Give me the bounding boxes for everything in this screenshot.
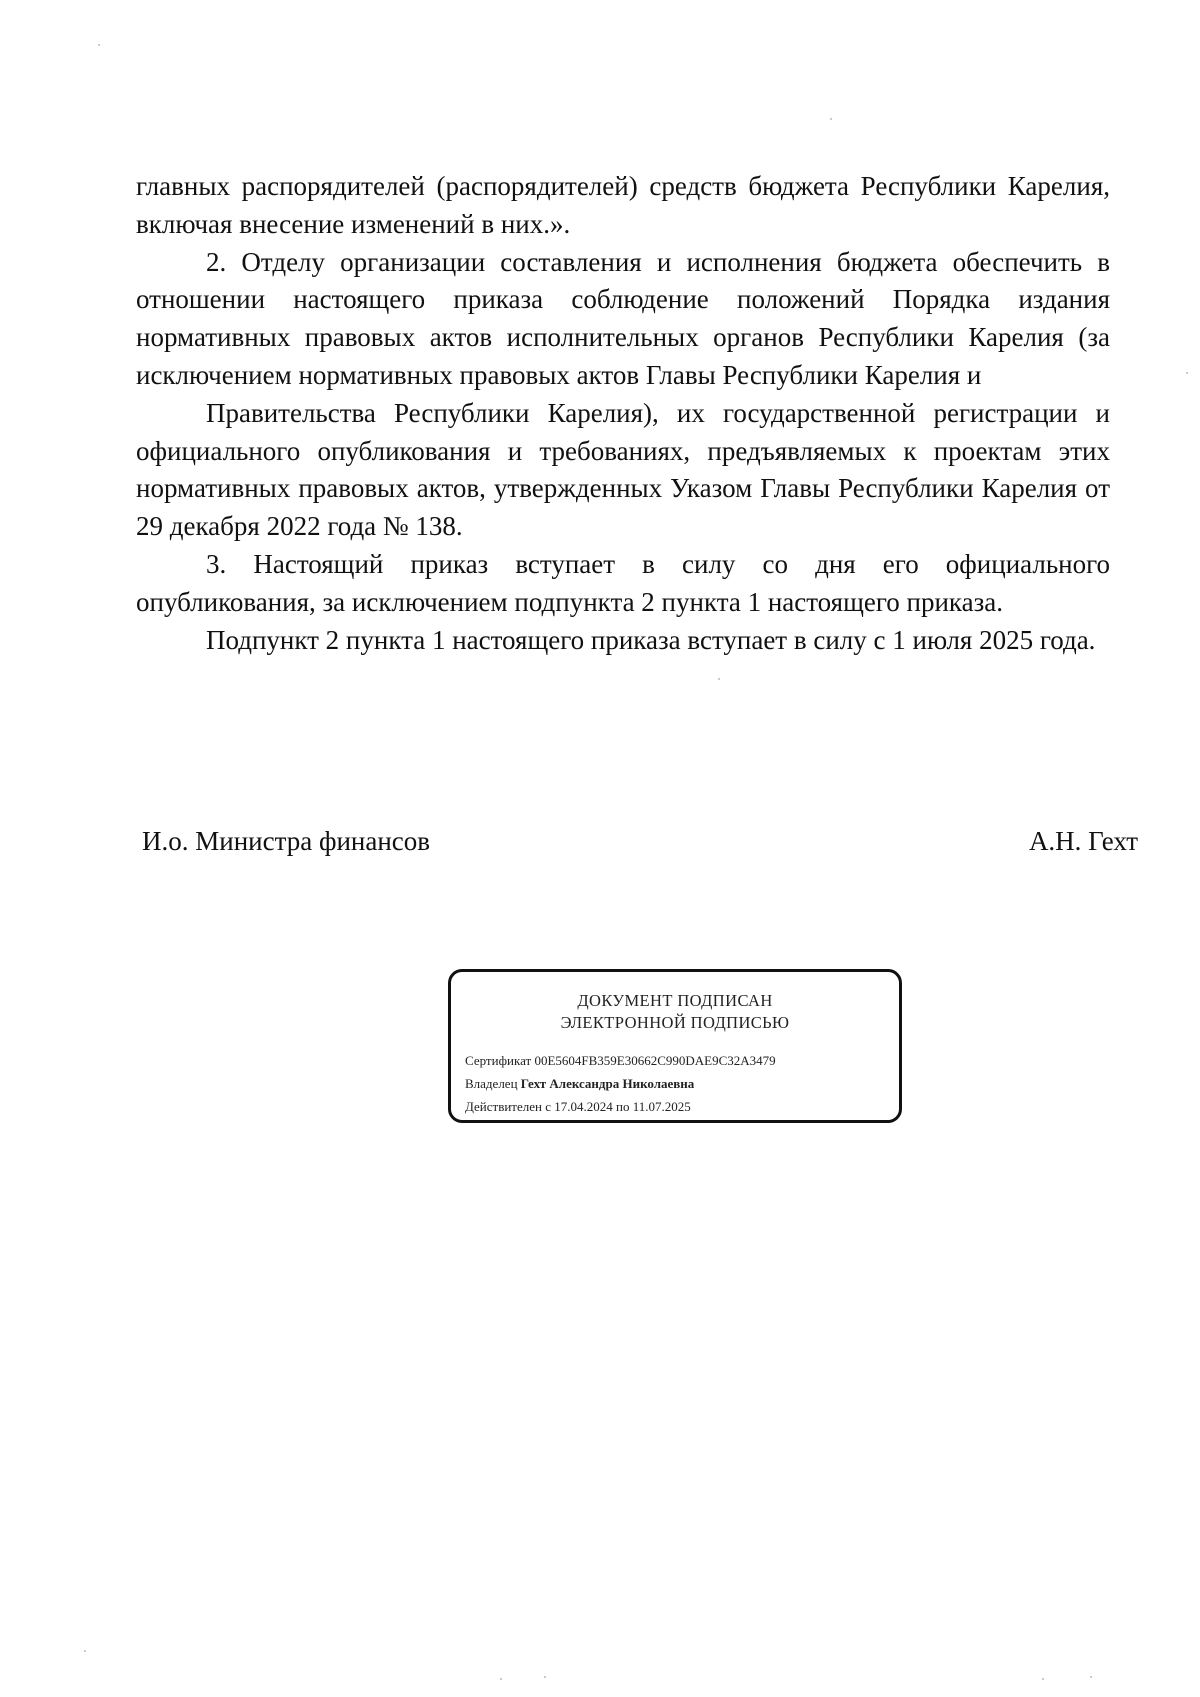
stamp-validity-line [465,1099,691,1115]
stamp-title-line-2: ЭЛЕКТРОННОЙ ПОДПИСЬЮ [560,1013,790,1032]
stamp-valid-from: 17.04.2024 [554,1099,613,1114]
stamp-owner-value: Гехт Александра Николаевна [520,1076,695,1091]
stamp-owner-label: Владелец [465,1076,518,1091]
scan-speck [1090,1676,1092,1678]
paragraph-effective-date: Подпункт 2 пункта 1 настоящего приказа вступает в силу с 1 июля 2025 года. [206,624,1096,655]
scan-speck [500,1678,502,1680]
stamp-valid-label: Действителен с [465,1099,551,1114]
signatory-name: А.Н. Гехт [1028,826,1138,856]
stamp-valid-to-label: по [616,1099,630,1114]
stamp-title [451,990,899,1034]
paragraph-item-3: 3. Настоящий приказ вступает в силу со дня его официального опубликования, за исключением подпункта 2 пункта 1 настоящего приказа. [136,548,1110,617]
signature-block [142,826,1138,866]
stamp-certificate-value: 00E5604FB359E30662C990DAE9C32A3479 [534,1053,776,1068]
scan-speck [718,678,720,680]
electronic-signature-stamp [448,969,902,1123]
scan-speck [830,118,832,120]
document-body [136,168,1110,659]
signatory-role: И.о. Министра финансов [142,826,431,856]
scan-speck [544,1676,546,1678]
stamp-title-line-1: ДОКУМЕНТ ПОДПИСАН [577,991,773,1010]
stamp-certificate-label: Сертификат [465,1053,532,1068]
stamp-certificate-line [465,1053,776,1069]
paragraph-item-2: 2. Отделу организации составления и исполнения бюджета обеспечить в отношении настоящего приказа соблюдение положений Порядка издания нормативных правовых актов исполнительных органов Республики Карелия (за исключением нормативных правовых актов Главы Республики Карелия и [136,246,1110,390]
stamp-owner-line [465,1076,694,1092]
paragraph-item-2-continued: Правительства Республики Карелия), их государственной регистрации и официального опубликования и требованиях, предъявляемых к проектам этих нормативных правовых актов, утвержденных Указом Главы Республики Карелия от 29 декабря 2022 года № 138. [136,397,1110,542]
stamp-valid-to: 11.07.2025 [632,1099,691,1114]
paragraph-continuation: главных распорядителей (распорядителей) средств бюджета Республики Карелия, включая внесение изменений в них.». [136,171,1110,239]
scan-speck [1186,372,1188,374]
scan-speck [1042,1678,1044,1680]
scan-speck [98,44,100,46]
scan-speck [84,1650,86,1652]
